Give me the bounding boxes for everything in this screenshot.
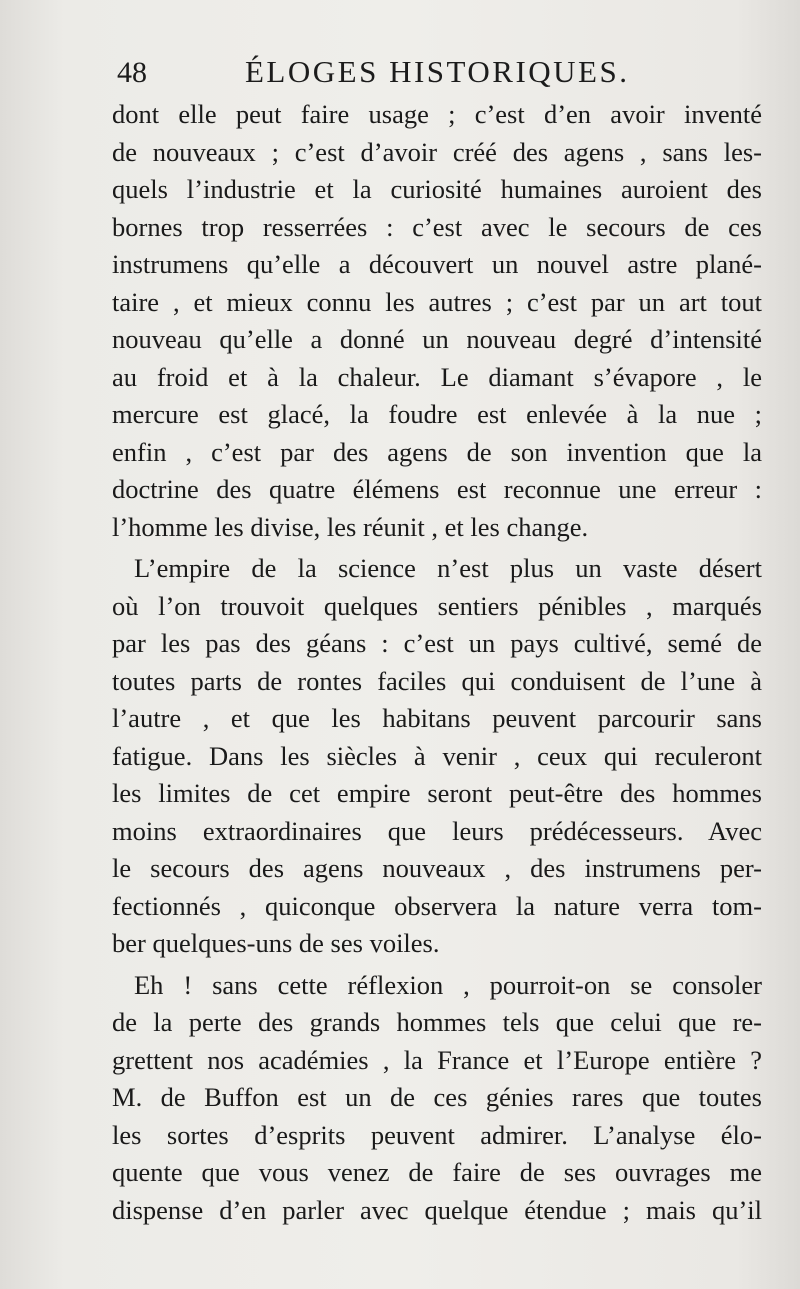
text-line: instrumens qu’elle a découvert un nouvel astre plané- <box>112 249 762 279</box>
text-line: moins extraordinaires que leurs prédécesseurs. Avec <box>112 815 762 846</box>
text-line: de nouveaux ; c’est d’avoir créé des agens , sans les- <box>112 136 762 167</box>
text-line: M. de Buffon est un de ces génies rares que toutes <box>112 1082 762 1112</box>
text-line: l’autre , et que les habitans peuvent parcourir sans <box>112 703 762 733</box>
text-line: l’homme les divise, les réunit , et les change. <box>112 511 589 542</box>
body-text <box>112 96 762 1229</box>
text-line: ber quelques-uns de ses voiles. <box>112 928 440 958</box>
text-line: taire , et mieux connu les autres ; c’est par un art tout <box>112 286 762 317</box>
paragraph <box>112 96 762 546</box>
text-line: au froid et à la chaleur. Le diamant s’évapore , le <box>112 361 762 392</box>
text-line: nouveau qu’elle a donné un nouveau degré d’intensité <box>112 324 762 354</box>
text-line: de la perte des grands hommes tels que celui que re- <box>112 1007 762 1037</box>
text-line: bornes trop resserrées : c’est avec le secours de ces <box>112 211 762 242</box>
text-line: dispense d’en parler avec quelque étendue ; mais qu’il <box>112 1194 762 1225</box>
page-number: 48 <box>117 56 147 89</box>
text-line: quels l’industrie et la curiosité humaines auroient des <box>112 174 762 204</box>
text-line: le secours des agens nouveaux , des instrumens per- <box>112 853 762 883</box>
text-line: fatigue. Dans les siècles à venir , ceux qui reculeront <box>112 740 762 771</box>
text-line: doctrine des quatre élémens est reconnue une erreur : <box>112 474 762 504</box>
text-line: enfin , c’est par des agens de son invention que la <box>112 436 762 467</box>
paragraph <box>112 550 762 963</box>
text-line: quente que vous venez de faire de ses ouvrages me <box>112 1157 762 1187</box>
text-line: toutes parts de rontes faciles qui conduisent de l’une à <box>112 665 762 696</box>
running-title: ÉLOGES HISTORIQUES. <box>245 54 630 89</box>
paragraph <box>112 967 762 1230</box>
text-line: les sortes d’esprits peuvent admirer. L’analyse élo- <box>112 1119 762 1150</box>
text-line: Eh ! sans cette réflexion , pourroit-on se consoler <box>134 969 762 1000</box>
text-line: L’empire de la science n’est plus un vaste désert <box>134 553 762 583</box>
text-line: par les pas des géans : c’est un pays cultivé, semé de <box>112 628 762 658</box>
text-line: fectionnés , quiconque observera la nature verra tom- <box>112 890 762 921</box>
text-line: mercure est glacé, la foudre est enlevée à la nue ; <box>112 399 762 429</box>
text-line: où l’on trouvoit quelques sentiers pénibles , marqués <box>112 590 762 621</box>
text-line: grettent nos académies , la France et l’Europe entière ? <box>112 1044 762 1075</box>
text-line: dont elle peut faire usage ; c’est d’en avoir inventé <box>112 99 762 129</box>
text-line: les limites de cet empire seront peut-être des hommes <box>112 778 762 808</box>
page-header <box>117 52 657 96</box>
